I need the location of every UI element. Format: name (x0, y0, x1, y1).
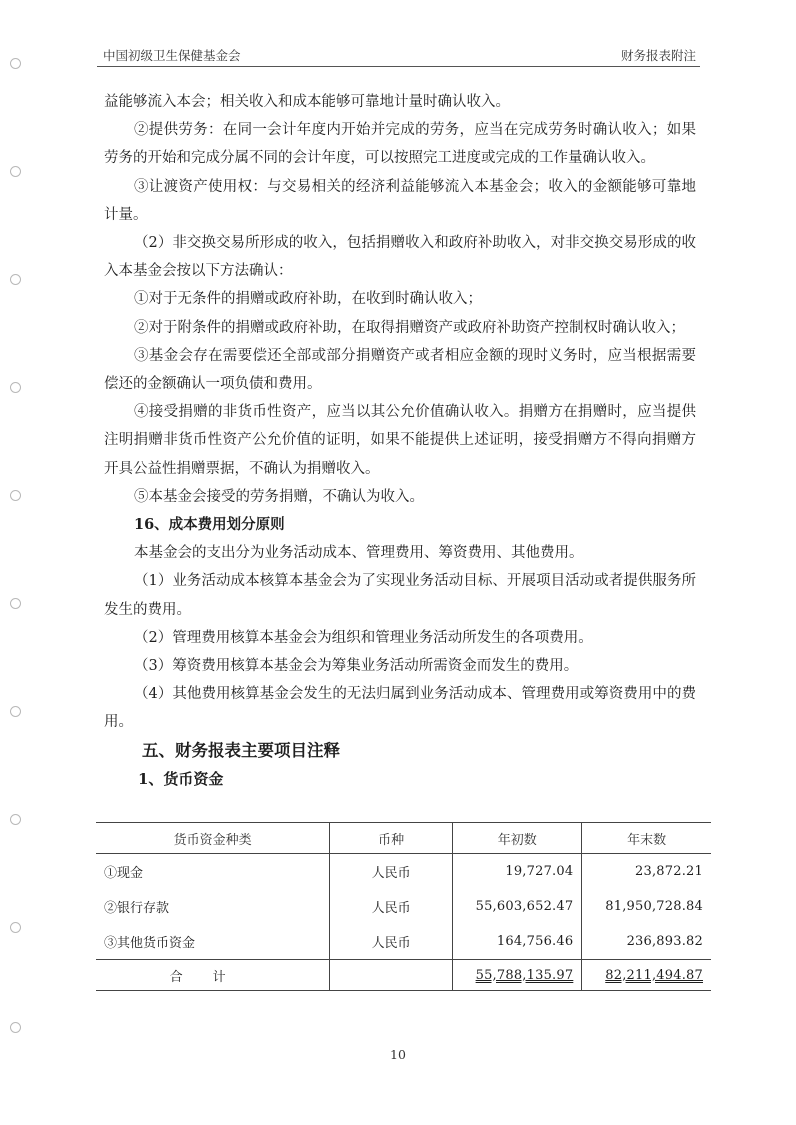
column-header: 年初数 (453, 823, 582, 854)
punch-hole-icon (10, 598, 21, 609)
chapter-heading: 五、财务报表主要项目注释 (142, 740, 340, 760)
paragraph: ①对于无条件的捐赠或政府补助，在收到时确认收入； (134, 291, 482, 308)
total-closing (582, 960, 711, 991)
body-text (104, 88, 696, 793)
table-cell: 人民币 (330, 854, 453, 890)
table-cell: ③其他货币资金 (104, 936, 196, 951)
header-doc-title: 财务报表附注 (620, 48, 696, 63)
table-cell (330, 960, 453, 991)
table-cell: 19,727.04 (453, 854, 582, 890)
paragraph: 益能够流入本会；相关收入和成本能够可靠地计量时确认收入。 (104, 94, 510, 110)
punch-hole-icon (10, 490, 21, 501)
table-cell: ①现金 (104, 866, 144, 881)
punch-hole-icon (10, 814, 21, 825)
table-row (96, 924, 711, 960)
paragraph: （2）非交换交易所形成的收入，包括捐赠收入和政府补助收入，对非交换交易形成的收入本基金会按以下方法确认： (104, 235, 696, 280)
paragraph: 本基金会的支出分为业务活动成本、管理费用、筹资费用、其他费用。 (134, 545, 584, 562)
section-heading: 16、成本费用划分原则 (134, 516, 285, 534)
table-cell: 81,950,728.84 (582, 889, 711, 924)
paragraph: （3）筹资费用核算本基金会为筹集业务活动所需资金而发生的费用。 (134, 658, 579, 675)
punch-hole-icon (10, 274, 21, 285)
paragraph: ②对于附条件的捐赠或政府补助，在取得捐赠资产或政府补助资产控制权时确认收入； (134, 319, 685, 336)
subsection-heading: 1、货币资金 (138, 769, 224, 788)
table-cell: 人民币 (330, 924, 453, 960)
total-value: 82,211,494.87 (605, 967, 703, 983)
paragraph: ④接受捐赠的非货币性资产，应当以其公允价值确认收入。捐赠方在捐赠时，应当提供注明捐赠非货币性资产公允价值的证明，如果不能提供上述证明，接受捐赠方不得向捐赠方开具公益性捐赠票据，不确认为捐赠收入。 (104, 404, 696, 477)
punch-hole-icon (10, 1022, 21, 1033)
paragraph: ③让渡资产使用权：与交易相关的经济利益能够流入本基金会；收入的金额能够可靠地计量。 (104, 178, 696, 223)
table-cell: 164,756.46 (453, 924, 582, 960)
punch-hole-icon (10, 922, 21, 933)
punch-hole-icon (10, 706, 21, 717)
paragraph: ⑤本基金会接受的劳务捐赠，不确认为收入。 (134, 488, 424, 505)
column-header: 币种 (330, 823, 453, 854)
table-row (96, 889, 711, 924)
table-cell: 55,603,652.47 (453, 889, 582, 924)
punch-hole-icon (10, 166, 21, 177)
total-value: 55,788,135.97 (475, 967, 574, 983)
table-cell: ②银行存款 (104, 901, 170, 916)
total-opening (453, 960, 582, 991)
table-total-row (96, 960, 711, 991)
header-divider (97, 66, 700, 67)
paragraph: （4）其他费用核算基金会发生的无法归属到业务活动成本、管理费用或筹资费用中的费用。 (104, 686, 696, 731)
column-header: 货币资金种类 (96, 823, 330, 854)
table-header-row (96, 823, 711, 854)
total-label: 合计 (96, 960, 330, 991)
header-org: 中国初级卫生保健基金会 (103, 48, 241, 63)
column-header: 年末数 (582, 823, 711, 854)
table-cell: 236,893.82 (582, 924, 711, 960)
table-cell: 人民币 (330, 889, 453, 924)
paragraph: ③基金会存在需要偿还全部或部分捐赠资产或者相应金额的现时义务时，应当根据需要偿还的金额确认一项负债和费用。 (104, 347, 696, 393)
paragraph: ②提供劳务：在同一会计年度内开始并完成的劳务，应当在完成劳务时确认收入；如果劳务的开始和完成分属不同的会计年度，可以按照完工进度或完成的工作量确认收入。 (104, 122, 696, 167)
punch-hole-icon (10, 58, 21, 69)
table-row (96, 854, 711, 890)
paragraph: （1）业务活动成本核算本基金会为了实现业务活动目标、开展项目活动或者提供服务所发生的费用。 (104, 573, 696, 618)
monetary-funds-table (96, 822, 711, 991)
paragraph: （2）管理费用核算本基金会为组织和管理业务活动所发生的各项费用。 (134, 629, 593, 646)
page-number: 10 (390, 1047, 406, 1062)
table-cell: 23,872.21 (582, 854, 711, 890)
punch-hole-icon (10, 382, 21, 393)
